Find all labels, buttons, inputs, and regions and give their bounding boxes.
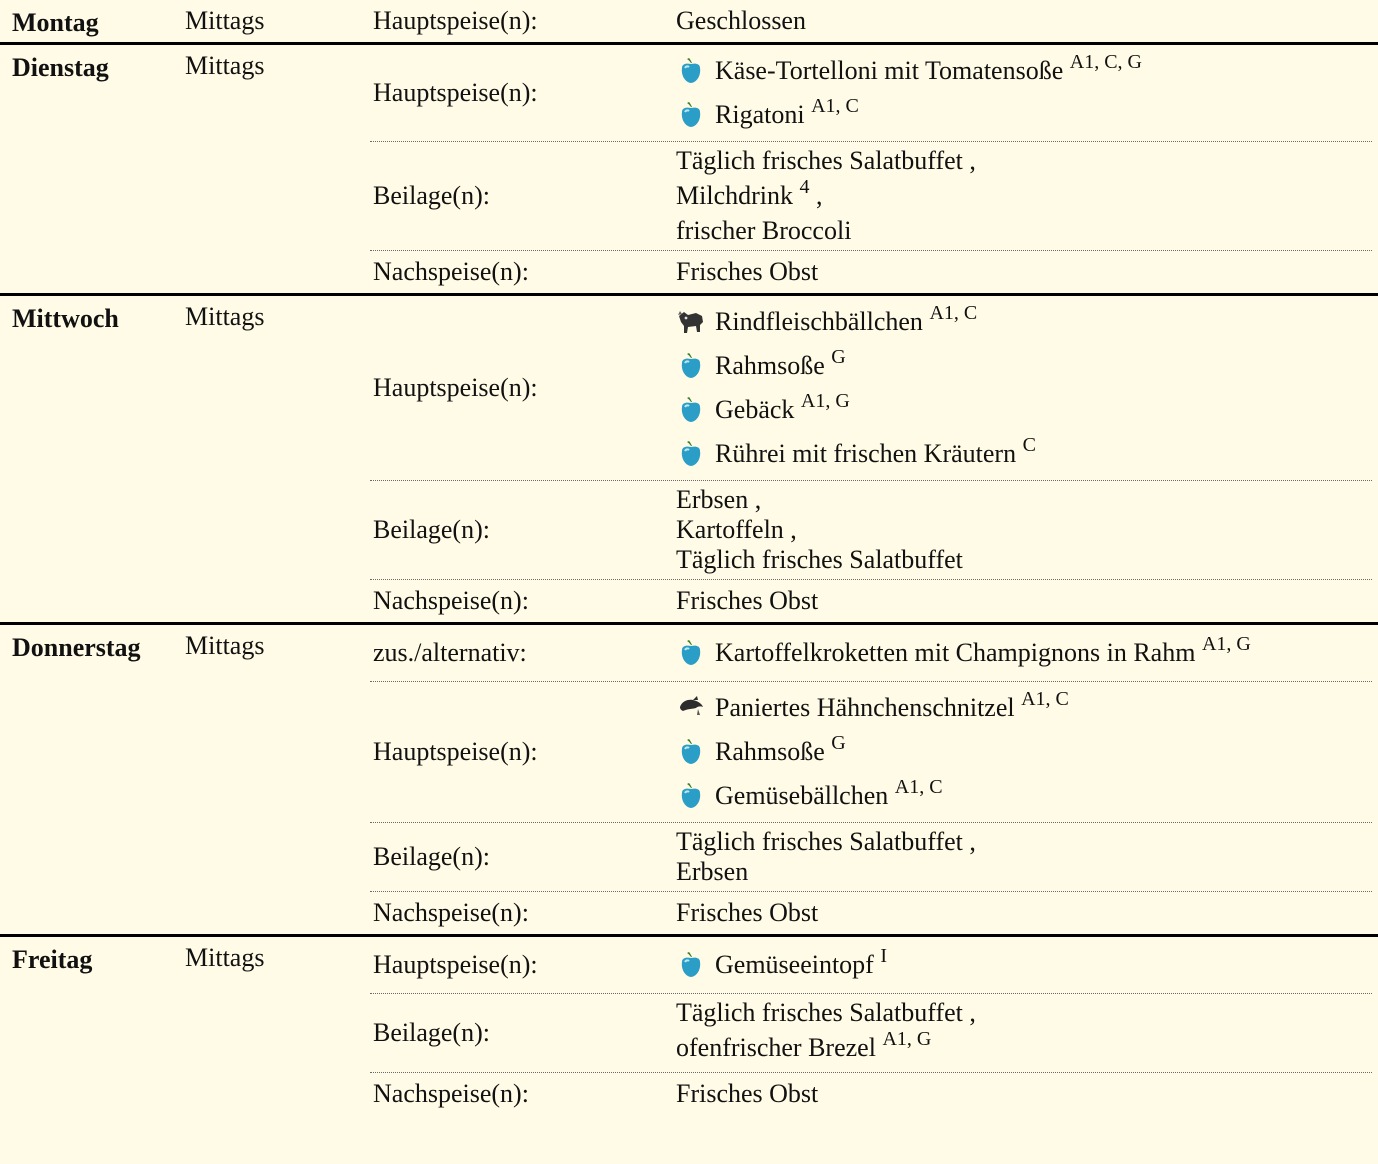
course-items [676,686,1372,818]
course-label: Nachspeise(n): [373,898,529,927]
dish-item [676,344,1372,388]
dish-item [676,432,1372,476]
allergen-codes: A1, G [882,1028,932,1050]
dish-name: Täglich frisches Salatbuffet , [676,827,976,856]
course-items [676,827,1372,887]
dish-name: Erbsen [676,857,749,886]
dish-name: Paniertes Hähnchenschnitzel [715,693,1015,722]
course-items [676,6,1372,36]
course-label: Beilage(n): [373,1018,490,1047]
course-row [370,682,1372,823]
day-block [0,934,1378,1115]
dish-item [676,176,1372,216]
dish-name: Frisches Obst [676,257,819,286]
dish-name: Milchdrink [676,181,793,210]
dish-name: Kartoffelkroketten mit Champignons in Rahm [715,638,1196,667]
dish-name: Gemüseeintopf [715,950,874,979]
course-items [676,146,1372,246]
dish-item [676,6,1372,36]
dish-item [676,485,1372,515]
course-label: Beilage(n): [373,515,490,544]
allergen-codes: A1, C [894,776,943,798]
vegetarian-icon [676,439,706,469]
dish-name: Gemüsebällchen [715,781,889,810]
course-label: Nachspeise(n): [373,1079,529,1108]
course-row [370,481,1372,580]
meal-time: Mittags [185,302,265,331]
allergen-codes: A1, C, G [1069,51,1142,73]
dish-item [676,898,1372,928]
meal-time: Mittags [185,631,265,660]
meal-time: Mittags [185,6,265,35]
dish-item [676,631,1372,675]
course-row [370,823,1372,892]
course-row [370,296,1372,481]
day-block [0,293,1378,622]
day-name: Freitag [12,945,93,974]
dish-name: Frisches Obst [676,586,819,615]
dish-name: Täglich frisches Salatbuffet [676,545,963,574]
dish-item [676,257,1372,287]
dish-name: Geschlossen [676,6,806,35]
dish-item [676,686,1372,730]
day-name: Mittwoch [12,304,119,333]
course-label: Nachspeise(n): [373,257,529,286]
dish-item [676,827,1372,857]
dish-name: Rigatoni [715,100,805,129]
allergen-codes: A1, G [1201,633,1251,655]
course-row [370,994,1372,1073]
allergen-codes: A1, C [811,95,859,117]
course-label: Beilage(n): [373,842,490,871]
course-items [676,998,1372,1068]
meal-time: Mittags [185,51,265,80]
course-items [676,257,1372,287]
dish-name: Täglich frisches Salatbuffet , [676,146,976,175]
dish-item [676,388,1372,432]
dish-name: ofenfrischer Brezel [676,1033,876,1062]
dish-item [676,49,1372,93]
dish-item [676,730,1372,774]
dish-item [676,774,1372,818]
dish-separator: , [809,181,823,210]
allergen-codes: C [1022,434,1036,456]
day-name: Dienstag [12,53,109,82]
dish-name: Frisches Obst [676,898,819,927]
dish-item [676,586,1372,616]
course-items [676,631,1372,675]
allergen-codes: I [880,945,888,967]
dish-item [676,93,1372,137]
dish-item [676,998,1372,1028]
course-row [370,251,1372,293]
course-label: Nachspeise(n): [373,586,529,615]
vegetarian-icon [676,781,706,811]
dish-item [676,515,1372,545]
course-label: Hauptspeise(n): [373,950,538,979]
course-label: Beilage(n): [373,181,490,210]
course-label: Hauptspeise(n): [373,737,538,766]
course-row [370,0,1372,42]
vegetarian-icon [676,638,706,668]
course-items [676,300,1372,476]
day-name: Donnerstag [12,633,141,662]
dish-name: Erbsen , [676,485,762,514]
dish-item [676,216,1372,246]
course-row [370,142,1372,251]
vegetarian-icon [676,56,706,86]
course-items [676,1079,1372,1109]
dish-name: Gebäck [715,395,795,424]
dish-name: Frisches Obst [676,1079,819,1108]
dish-name: Kartoffeln , [676,515,797,544]
day-block [0,42,1378,293]
dish-name: Rahmsoße [715,737,825,766]
allergen-codes: 4 [799,176,810,198]
vegetarian-icon [676,395,706,425]
day-block [0,622,1378,934]
poultry-icon [676,693,706,723]
allergen-codes: G [831,346,846,368]
course-items [676,898,1372,928]
allergen-codes: A1, C [1021,688,1069,710]
course-row [370,937,1372,994]
beef-icon [676,307,706,337]
course-items [676,485,1372,575]
dish-item [676,1079,1372,1109]
allergen-codes: A1, C [929,302,978,324]
dish-item [676,1028,1372,1068]
course-items [676,49,1372,137]
allergen-codes: G [831,732,846,754]
dish-name: frischer Broccoli [676,216,852,245]
dish-item [676,943,1372,987]
vegetarian-icon [676,351,706,381]
course-label: zus./alternativ: [373,638,527,667]
course-row [370,625,1372,682]
vegetarian-icon [676,100,706,130]
course-label: Hauptspeise(n): [373,6,538,35]
dish-name: Rindfleischbällchen [715,307,923,336]
vegetarian-icon [676,950,706,980]
allergen-codes: A1, G [800,390,850,412]
day-name: Montag [12,8,99,37]
course-items [676,943,1372,987]
course-label: Hauptspeise(n): [373,78,538,107]
course-row [370,45,1372,142]
course-row [370,892,1372,934]
course-items [676,586,1372,616]
dish-name: Rührei mit frischen Kräutern [715,439,1017,468]
dish-name: Käse-Tortelloni mit Tomatensoße [715,56,1064,85]
meal-time: Mittags [185,943,265,972]
day-block [0,0,1378,42]
course-row [370,1073,1372,1115]
dish-item [676,545,1372,575]
dish-item [676,146,1372,176]
dish-item [676,300,1372,344]
dish-item [676,857,1372,887]
course-row [370,580,1372,622]
dish-name: Täglich frisches Salatbuffet , [676,998,976,1027]
dish-name: Rahmsoße [715,351,825,380]
vegetarian-icon [676,737,706,767]
course-label: Hauptspeise(n): [373,373,538,402]
